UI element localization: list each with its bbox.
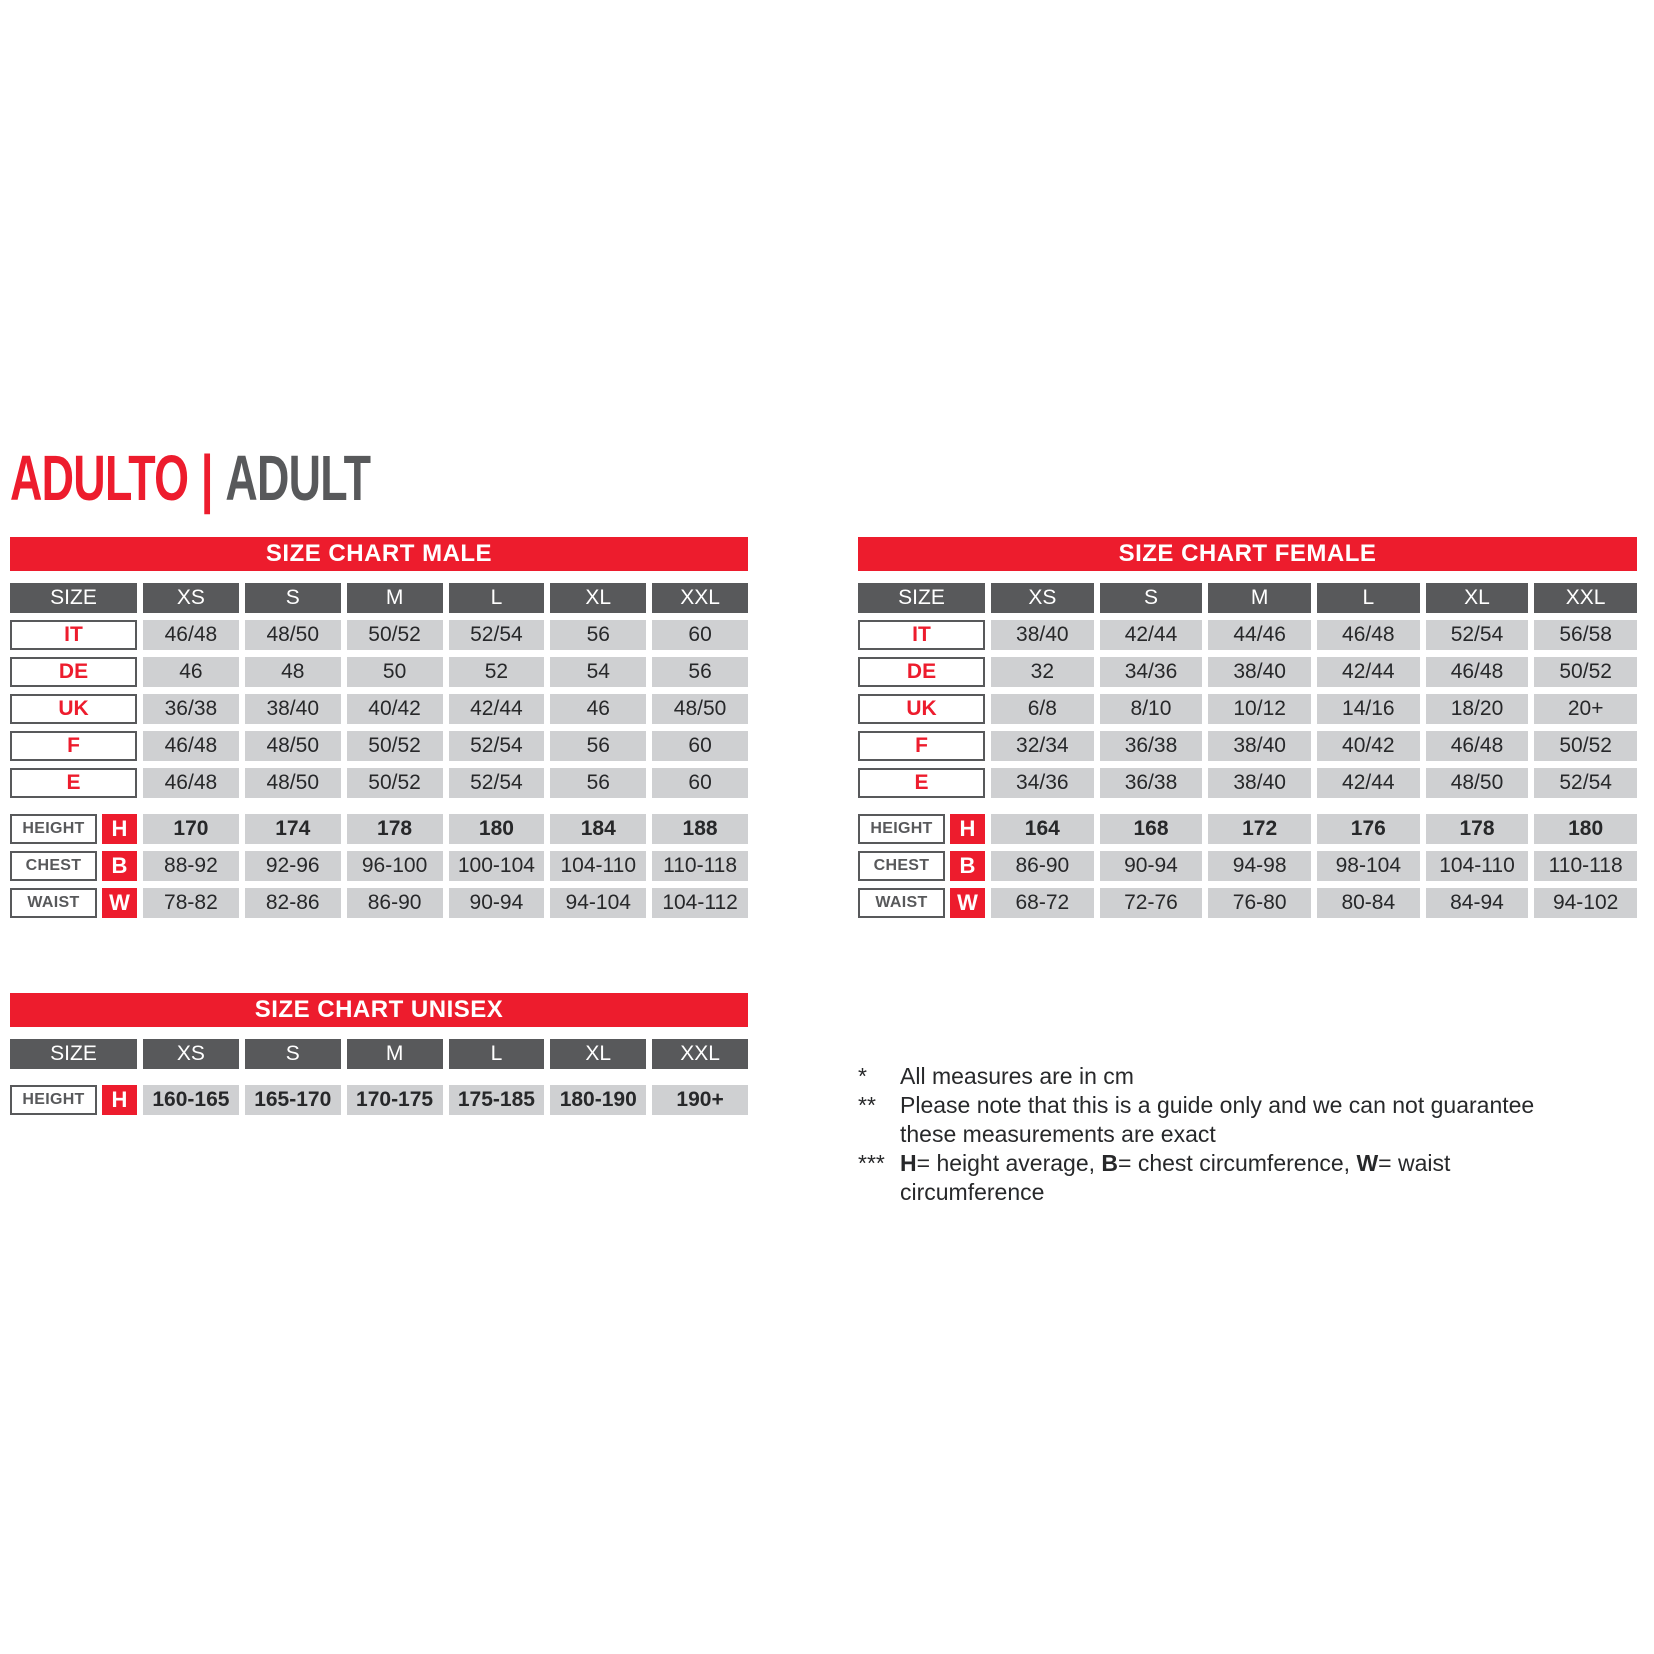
measure-cell: 94-98 <box>1208 851 1311 881</box>
measure-label: CHEST <box>858 851 945 881</box>
measure-cell: 174 <box>245 814 341 844</box>
row-label-de: DE <box>10 657 137 687</box>
measure-cell: 110-118 <box>1534 851 1637 881</box>
footnote-segment: All measures are in cm <box>900 1063 1134 1089</box>
measure-letter-badge: W <box>950 888 985 918</box>
page-title <box>10 442 371 514</box>
size-cell: 60 <box>652 768 748 798</box>
measure-cell: 94-102 <box>1534 888 1637 918</box>
measure-cell: 92-96 <box>245 851 341 881</box>
size-cell: 52/54 <box>449 620 545 650</box>
footnote-segment: = height average, <box>916 1150 1102 1176</box>
column-header-xs: XS <box>143 1039 239 1069</box>
measure-cell: 176 <box>1317 814 1420 844</box>
size-cell: 52 <box>449 657 545 687</box>
measure-letter-badge: W <box>102 888 137 918</box>
footnote-marker: * <box>858 1063 867 1089</box>
column-header-xl: XL <box>1426 583 1529 613</box>
size-cell: 50/52 <box>347 620 443 650</box>
footnote-segment: B <box>1101 1150 1119 1176</box>
column-header-l: L <box>449 583 545 613</box>
column-header-m: M <box>1208 583 1311 613</box>
row-label-uk: UK <box>10 694 137 724</box>
measure-cell: 184 <box>550 814 646 844</box>
row-label-it: IT <box>858 620 985 650</box>
measure-cell: 104-110 <box>550 851 646 881</box>
size-cell: 50/52 <box>347 731 443 761</box>
size-cell: 38/40 <box>991 620 1094 650</box>
row-label-f: F <box>10 731 137 761</box>
measure-cell: 96-100 <box>347 851 443 881</box>
column-header-l: L <box>449 1039 545 1069</box>
size-cell: 48/50 <box>245 731 341 761</box>
size-cell: 38/40 <box>1208 768 1311 798</box>
size-cell: 56 <box>652 657 748 687</box>
measure-cell: 82-86 <box>245 888 341 918</box>
column-header-s: S <box>1100 583 1203 613</box>
column-header-xl: XL <box>550 1039 646 1069</box>
size-cell: 42/44 <box>1100 620 1203 650</box>
measure-cell: 78-82 <box>143 888 239 918</box>
measure-letter-badge: B <box>102 851 137 881</box>
size-cell: 32 <box>991 657 1094 687</box>
measure-cell: 88-92 <box>143 851 239 881</box>
size-cell: 46 <box>143 657 239 687</box>
size-chart-unisex-table <box>10 993 748 1115</box>
measure-label: WAIST <box>10 888 97 918</box>
size-cell: 6/8 <box>991 694 1094 724</box>
measure-cell: 165-170 <box>245 1085 341 1115</box>
measure-row-label-height <box>10 1085 137 1115</box>
size-cell: 42/44 <box>1317 768 1420 798</box>
size-cell: 48 <box>245 657 341 687</box>
footnote-marker: *** <box>858 1150 885 1176</box>
measure-grid <box>10 814 748 918</box>
measure-cell: 180 <box>449 814 545 844</box>
size-cell: 32/34 <box>991 731 1094 761</box>
size-chart-male-table <box>10 537 748 918</box>
measure-cell: 168 <box>1100 814 1203 844</box>
size-cell: 60 <box>652 731 748 761</box>
table-grid <box>10 1039 748 1069</box>
size-cell: 48/50 <box>245 620 341 650</box>
measure-cell: 68-72 <box>991 888 1094 918</box>
footnote-text <box>900 1062 1134 1091</box>
measure-cell: 188 <box>652 814 748 844</box>
table-grid <box>10 583 748 798</box>
measure-cell: 90-94 <box>1100 851 1203 881</box>
measure-cell: 90-94 <box>449 888 545 918</box>
measure-label: HEIGHT <box>10 1085 97 1115</box>
row-label-uk: UK <box>858 694 985 724</box>
footnote-text <box>900 1091 1590 1149</box>
measure-cell: 170 <box>143 814 239 844</box>
measure-cell: 172 <box>1208 814 1311 844</box>
measure-label: CHEST <box>10 851 97 881</box>
footnote-marker: ** <box>858 1092 876 1118</box>
size-cell: 42/44 <box>1317 657 1420 687</box>
size-cell: 46/48 <box>1426 731 1529 761</box>
table-title-banner: SIZE CHART UNISEX <box>10 993 748 1027</box>
size-cell: 8/10 <box>1100 694 1203 724</box>
column-header-s: S <box>245 583 341 613</box>
measure-letter-badge: H <box>102 814 137 844</box>
measure-cell: 164 <box>991 814 1094 844</box>
footnote <box>858 1062 1638 1091</box>
measure-cell: 190+ <box>652 1085 748 1115</box>
measure-cell: 104-110 <box>1426 851 1529 881</box>
measure-cell: 110-118 <box>652 851 748 881</box>
size-cell: 38/40 <box>1208 657 1311 687</box>
size-cell: 36/38 <box>1100 768 1203 798</box>
measure-cell: 86-90 <box>991 851 1094 881</box>
size-cell: 56 <box>550 620 646 650</box>
column-header-size: SIZE <box>858 583 985 613</box>
size-cell: 56 <box>550 731 646 761</box>
size-cell: 42/44 <box>449 694 545 724</box>
size-cell: 46/48 <box>1317 620 1420 650</box>
measure-row-label-height <box>10 814 137 844</box>
table-title-banner: SIZE CHART FEMALE <box>858 537 1637 571</box>
size-cell: 46/48 <box>1426 657 1529 687</box>
table-title-banner: SIZE CHART MALE <box>10 537 748 571</box>
column-header-xs: XS <box>991 583 1094 613</box>
column-header-m: M <box>347 1039 443 1069</box>
measure-cell: 84-94 <box>1426 888 1529 918</box>
size-cell: 10/12 <box>1208 694 1311 724</box>
size-cell: 52/54 <box>1534 768 1637 798</box>
measure-row-label-waist <box>10 888 137 918</box>
size-cell: 46/48 <box>143 768 239 798</box>
size-cell: 50/52 <box>1534 657 1637 687</box>
column-header-xxl: XXL <box>652 583 748 613</box>
page-title-primary: ADULTO <box>10 442 189 514</box>
table-grid <box>858 583 1637 798</box>
size-cell: 54 <box>550 657 646 687</box>
measure-grid <box>10 1085 748 1115</box>
column-header-xxl: XXL <box>652 1039 748 1069</box>
size-cell: 34/36 <box>1100 657 1203 687</box>
size-cell: 50/52 <box>1534 731 1637 761</box>
size-chart-female-table <box>858 537 1637 918</box>
row-label-f: F <box>858 731 985 761</box>
size-cell: 46 <box>550 694 646 724</box>
measure-cell: 80-84 <box>1317 888 1420 918</box>
footnote-segment: = waist circumference <box>900 1150 1451 1205</box>
measure-cell: 98-104 <box>1317 851 1420 881</box>
page-title-secondary: ADULT <box>225 442 371 514</box>
row-label-it: IT <box>10 620 137 650</box>
measure-row-label-height <box>858 814 985 844</box>
size-cell: 48/50 <box>1426 768 1529 798</box>
footnote-text <box>900 1149 1590 1207</box>
footnote-segment: = chest circumference, <box>1118 1150 1357 1176</box>
measure-cell: 94-104 <box>550 888 646 918</box>
measure-row-label-chest <box>858 851 985 881</box>
measure-label: HEIGHT <box>858 814 945 844</box>
size-cell: 46/48 <box>143 731 239 761</box>
measure-cell: 160-165 <box>143 1085 239 1115</box>
measure-label: WAIST <box>858 888 945 918</box>
row-label-de: DE <box>858 657 985 687</box>
size-cell: 56/58 <box>1534 620 1637 650</box>
size-cell: 56 <box>550 768 646 798</box>
column-header-xxl: XXL <box>1534 583 1637 613</box>
measure-grid <box>858 814 1637 918</box>
measure-row-label-waist <box>858 888 985 918</box>
measure-cell: 100-104 <box>449 851 545 881</box>
size-cell: 40/42 <box>347 694 443 724</box>
column-header-m: M <box>347 583 443 613</box>
size-cell: 48/50 <box>652 694 748 724</box>
size-cell: 60 <box>652 620 748 650</box>
size-cell: 38/40 <box>1208 731 1311 761</box>
size-cell: 52/54 <box>1426 620 1529 650</box>
size-cell: 14/16 <box>1317 694 1420 724</box>
size-cell: 46/48 <box>143 620 239 650</box>
column-header-size: SIZE <box>10 1039 137 1069</box>
measure-cell: 180 <box>1534 814 1637 844</box>
row-label-e: E <box>858 768 985 798</box>
measure-letter-badge: B <box>950 851 985 881</box>
size-cell: 34/36 <box>991 768 1094 798</box>
size-cell: 36/38 <box>143 694 239 724</box>
measure-label: HEIGHT <box>10 814 97 844</box>
measure-cell: 72-76 <box>1100 888 1203 918</box>
size-cell: 50/52 <box>347 768 443 798</box>
footnote-segment: Please note that this is a guide only and we can not guarantee these measurements are exact <box>900 1092 1535 1147</box>
size-cell: 52/54 <box>449 731 545 761</box>
measure-letter-badge: H <box>102 1085 137 1115</box>
row-label-e: E <box>10 768 137 798</box>
footnotes <box>858 1062 1638 1207</box>
footnote-segment: H <box>900 1150 917 1176</box>
footnote <box>858 1149 1638 1207</box>
column-header-l: L <box>1317 583 1420 613</box>
page-title-separator: | <box>200 442 213 514</box>
measure-letter-badge: H <box>950 814 985 844</box>
measure-cell: 104-112 <box>652 888 748 918</box>
measure-cell: 86-90 <box>347 888 443 918</box>
column-header-xl: XL <box>550 583 646 613</box>
measure-cell: 170-175 <box>347 1085 443 1115</box>
measure-cell: 180-190 <box>550 1085 646 1115</box>
size-cell: 40/42 <box>1317 731 1420 761</box>
footnote <box>858 1091 1638 1149</box>
measure-cell: 178 <box>347 814 443 844</box>
column-header-s: S <box>245 1039 341 1069</box>
measure-cell: 178 <box>1426 814 1529 844</box>
footnote-segment: W <box>1356 1150 1379 1176</box>
measure-row-label-chest <box>10 851 137 881</box>
size-cell: 18/20 <box>1426 694 1529 724</box>
size-cell: 20+ <box>1534 694 1637 724</box>
size-cell: 44/46 <box>1208 620 1311 650</box>
size-cell: 50 <box>347 657 443 687</box>
measure-cell: 76-80 <box>1208 888 1311 918</box>
size-cell: 48/50 <box>245 768 341 798</box>
size-cell: 52/54 <box>449 768 545 798</box>
column-header-size: SIZE <box>10 583 137 613</box>
measure-cell: 175-185 <box>449 1085 545 1115</box>
size-cell: 36/38 <box>1100 731 1203 761</box>
column-header-xs: XS <box>143 583 239 613</box>
size-cell: 38/40 <box>245 694 341 724</box>
